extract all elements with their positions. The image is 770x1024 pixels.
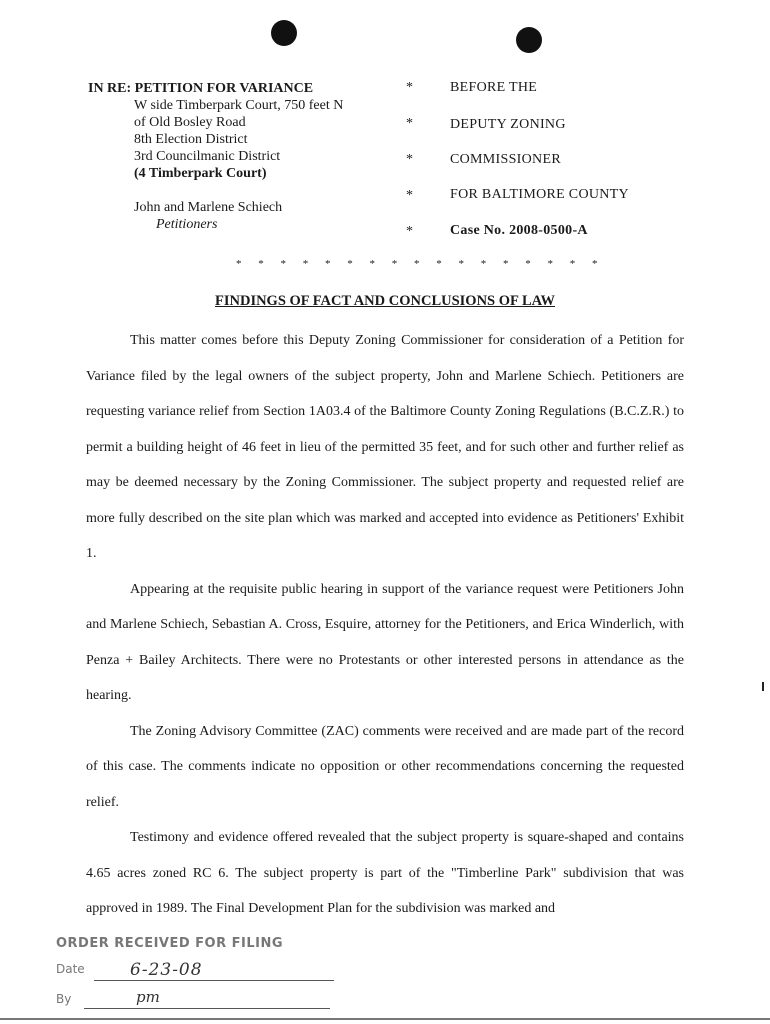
election-district: 8th Election District xyxy=(134,132,248,147)
councilmanic-district: 3rd Councilmanic District xyxy=(134,149,281,164)
document-body xyxy=(86,323,684,927)
petitioners-label: Petitioners xyxy=(156,217,218,232)
stamp-by-line xyxy=(84,1008,330,1009)
tribunal-line: BEFORE THE xyxy=(450,80,538,95)
punch-hole-right xyxy=(516,27,542,53)
stamp-date-handwritten: 6-23-08 xyxy=(130,960,203,980)
caption-left xyxy=(88,80,378,233)
location-line: W side Timberpark Court, 750 feet N xyxy=(134,98,344,113)
stamp-by-label: By xyxy=(56,992,72,1006)
caption-star: * xyxy=(406,224,413,239)
body-paragraph: Testimony and evidence offered revealed that the subject property is square-shaped and contains 4.65 acres zoned RC 6. The subject property is part of the "Timberline Park" subdivision that was approved in 1989. The Final Development Plan for the subdivision was marked and xyxy=(86,830,684,916)
punch-hole-left xyxy=(271,20,297,46)
tribunal-line: DEPUTY ZONING xyxy=(450,117,566,132)
case-number: Case No. 2008-0500-A xyxy=(450,223,588,238)
location-line: of Old Bosley Road xyxy=(134,115,246,130)
filing-stamp xyxy=(56,936,296,1016)
document-heading: FINDINGS OF FACT AND CONCLUSIONS OF LAW xyxy=(215,293,555,309)
body-paragraph: This matter comes before this Deputy Zoning Commissioner for consideration of a Petition for Variance filed by the legal owners of the subject property, John and Marlene Schiech. Petitioners are requesting variance relief from Section 1A03.4 of the Baltimore County Zoning Regulations (B.C.Z.R.) to permit a building height of 46 feet in lieu of the permitted 35 feet, and for such other and further relief as may be deemed necessary by the Zoning Commissioner. The subject property and requested relief are more fully described on the site plan which was marked and accepted into evidence as Petitioners' Exhibit 1. xyxy=(86,333,684,561)
star-divider: * * * * * * * * * * * * * * * * * xyxy=(236,258,605,270)
petitioner-names: John and Marlene Schiech xyxy=(134,200,283,215)
body-paragraph: The Zoning Advisory Committee (ZAC) comments were received and are made part of the record of this case. The comments indicate no opposition or other recommendations concerning the requested relief. xyxy=(86,723,684,810)
property-address: (4 Timberpark Court) xyxy=(134,166,267,181)
caption-star: * xyxy=(406,116,413,131)
caption-title: IN RE: PETITION FOR VARIANCE xyxy=(88,81,314,96)
scan-edge-mark xyxy=(762,682,764,691)
stamp-initials-handwritten: pm xyxy=(136,988,160,1006)
body-paragraph: Appearing at the requisite public hearing in support of the variance request were Petitioners John and Marlene Schiech, Sebastian A. Cross, Esquire, attorney for the Petitioners, and Erica Winderlich, with Penza + Bailey Architects. There were no Protestants or other interested persons in attendance as the hearing. xyxy=(86,581,684,703)
page-bottom-edge xyxy=(0,1018,770,1020)
stamp-date-label: Date xyxy=(56,962,85,976)
stamp-title: ORDER RECEIVED FOR FILING xyxy=(56,936,284,951)
tribunal-line: FOR BALTIMORE COUNTY xyxy=(450,187,629,202)
caption-star: * xyxy=(406,152,413,167)
caption-star: * xyxy=(406,188,413,203)
tribunal-line: COMMISSIONER xyxy=(450,152,561,167)
stamp-date-line xyxy=(94,980,334,981)
caption-star: * xyxy=(406,80,413,95)
